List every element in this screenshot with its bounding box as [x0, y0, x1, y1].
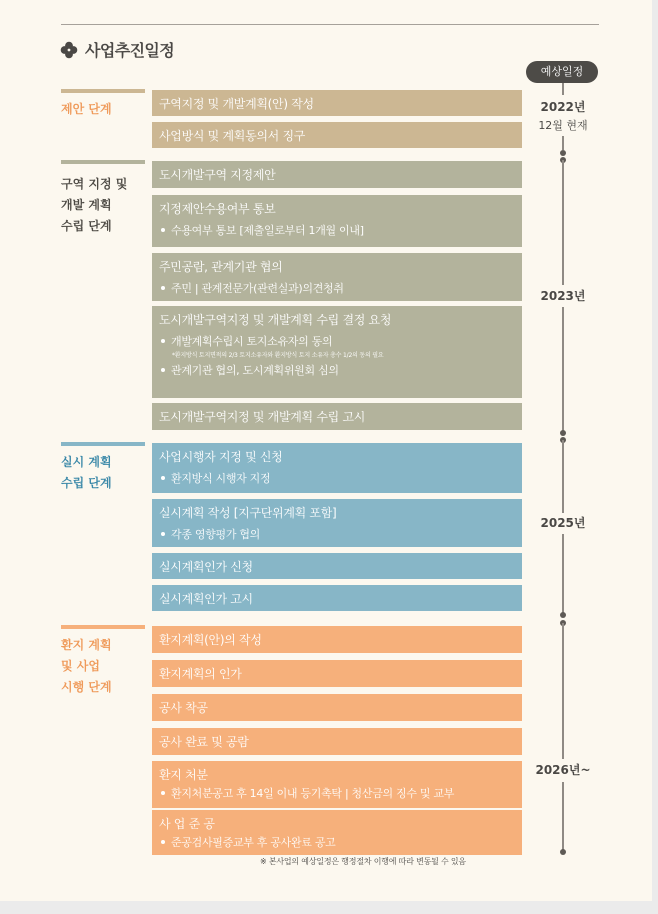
section-title — [60, 38, 174, 61]
year-2025: 2025년 — [540, 516, 586, 530]
step-title: 실시계획 작성 [지구단위계획 포함] — [159, 506, 337, 520]
step-operator-designation — [152, 443, 522, 493]
step-title: 사업시행자 지정 및 신청 — [159, 450, 283, 464]
step-replotting-disposition — [152, 761, 522, 808]
step-detail: 수용여부 통보 [제출일로부터 1개월 이내] — [171, 224, 364, 237]
step-designation-notice — [152, 403, 522, 430]
year-2022: 2022년 — [540, 100, 586, 114]
step-detail: 주민 | 관계전문가(관련실과)의견청취 — [171, 282, 344, 295]
phase-divider-replotting — [61, 625, 145, 629]
bullet-icon — [161, 840, 165, 844]
step-title: 공사 착공 — [159, 701, 208, 715]
step-detail: 각종 영향평가 협의 — [171, 528, 261, 541]
step-title: 도시개발구역지정 및 개발계획 수립 결정 요청 — [159, 313, 392, 327]
step-acceptance-notice — [152, 195, 522, 247]
step-title: 주민공람, 관계기관 협의 — [159, 260, 283, 274]
top-divider — [61, 24, 599, 25]
bullet-icon — [161, 791, 165, 795]
step-title: 환지계획(안)의 작성 — [159, 633, 262, 647]
step-zone-proposal — [152, 161, 522, 188]
step-implementation-plan — [152, 499, 522, 547]
timeline-line — [562, 623, 564, 759]
step-title: 사 업 준 공 — [159, 817, 215, 831]
phase-label-replotting: 환지 계획 및 사업 시행 단계 — [61, 638, 112, 694]
step-replotting-draft — [152, 626, 522, 653]
phase-divider-designation — [61, 160, 145, 164]
bullet-icon — [161, 286, 165, 290]
step-replotting-approval — [152, 660, 522, 687]
page-title: 사업추진일정 — [85, 41, 175, 60]
step-title: 지정제안수용여부 통보 — [159, 202, 276, 216]
year-2026: 2026년~ — [535, 763, 591, 777]
step-title: 사업방식 및 계획동의서 징구 — [159, 129, 306, 143]
timeline-marker — [560, 430, 566, 436]
step-title: 환지 처분 — [159, 768, 208, 782]
step-title: 도시개발구역 지정제안 — [159, 168, 276, 182]
timeline-line — [562, 534, 564, 613]
timeline-marker — [560, 849, 566, 855]
step-project-completion — [152, 810, 522, 855]
step-detail: 개발계획수립시 토지소유자의 동의 — [171, 335, 333, 348]
step-approval-request — [152, 553, 522, 579]
timeline-line — [562, 440, 564, 513]
year-2022-detail: 12월 현재 — [538, 119, 588, 132]
timeline-line — [562, 782, 564, 850]
bullet-icon — [161, 339, 165, 343]
timeline-marker — [560, 612, 566, 618]
step-note: *환지방식 토지면적의 2/3 토지소유자와 환지방식 토지 소유자 총수 1/2의 동의 필요 — [172, 352, 384, 359]
timeline-marker — [560, 150, 566, 156]
step-title: 구역지정 및 개발계획(안) 작성 — [159, 97, 314, 111]
step-plan-draft — [152, 90, 522, 116]
clover-icon — [60, 41, 78, 59]
step-detail: 준공검사필증교부 후 공사완료 공고 — [171, 836, 336, 849]
bullet-icon — [161, 368, 165, 372]
step-title: 도시개발구역지정 및 개발계획 수립 고시 — [159, 410, 366, 424]
step-consent-collection — [152, 122, 522, 148]
phase-label-implementation: 실시 계획 수립 단계 — [61, 455, 112, 490]
timeline-line — [562, 307, 564, 431]
step-detail: 환지처분공고 후 14일 이내 등기촉탁 | 청산금의 징수 및 교부 — [171, 787, 455, 800]
bullet-icon — [161, 476, 165, 480]
bullet-icon — [161, 228, 165, 232]
bullet-icon — [161, 532, 165, 536]
step-detail: 관계기관 협의, 도시계획위원회 심의 — [171, 364, 339, 377]
phase-label-proposal: 제안 단계 — [61, 102, 112, 116]
timeline-line — [562, 83, 564, 95]
step-title: 실시계획인가 고시 — [159, 592, 253, 606]
step-title: 공사 완료 및 공람 — [159, 735, 249, 749]
year-2023: 2023년 — [540, 289, 586, 303]
timeline-line — [562, 160, 564, 285]
step-public-review — [152, 253, 522, 301]
phase-divider-proposal — [61, 89, 145, 93]
step-approval-notice — [152, 585, 522, 611]
footnote: ※ 본사업의 예상일정은 행정절차 이행에 따라 변동될 수 있음 — [260, 857, 466, 866]
step-decision-request — [152, 306, 522, 398]
step-title: 실시계획인가 신청 — [159, 560, 253, 574]
phase-divider-implementation — [61, 442, 145, 446]
schedule-badge: 예상일정 — [526, 61, 598, 83]
phase-label-designation: 구역 지정 및 개발 계획 수립 단계 — [61, 177, 128, 233]
step-construction-complete — [152, 728, 522, 755]
timeline-line — [562, 136, 564, 150]
step-title: 환지계획의 인가 — [159, 667, 242, 681]
step-detail: 환지방식 시행자 지정 — [171, 472, 271, 485]
step-construction-start — [152, 694, 522, 721]
